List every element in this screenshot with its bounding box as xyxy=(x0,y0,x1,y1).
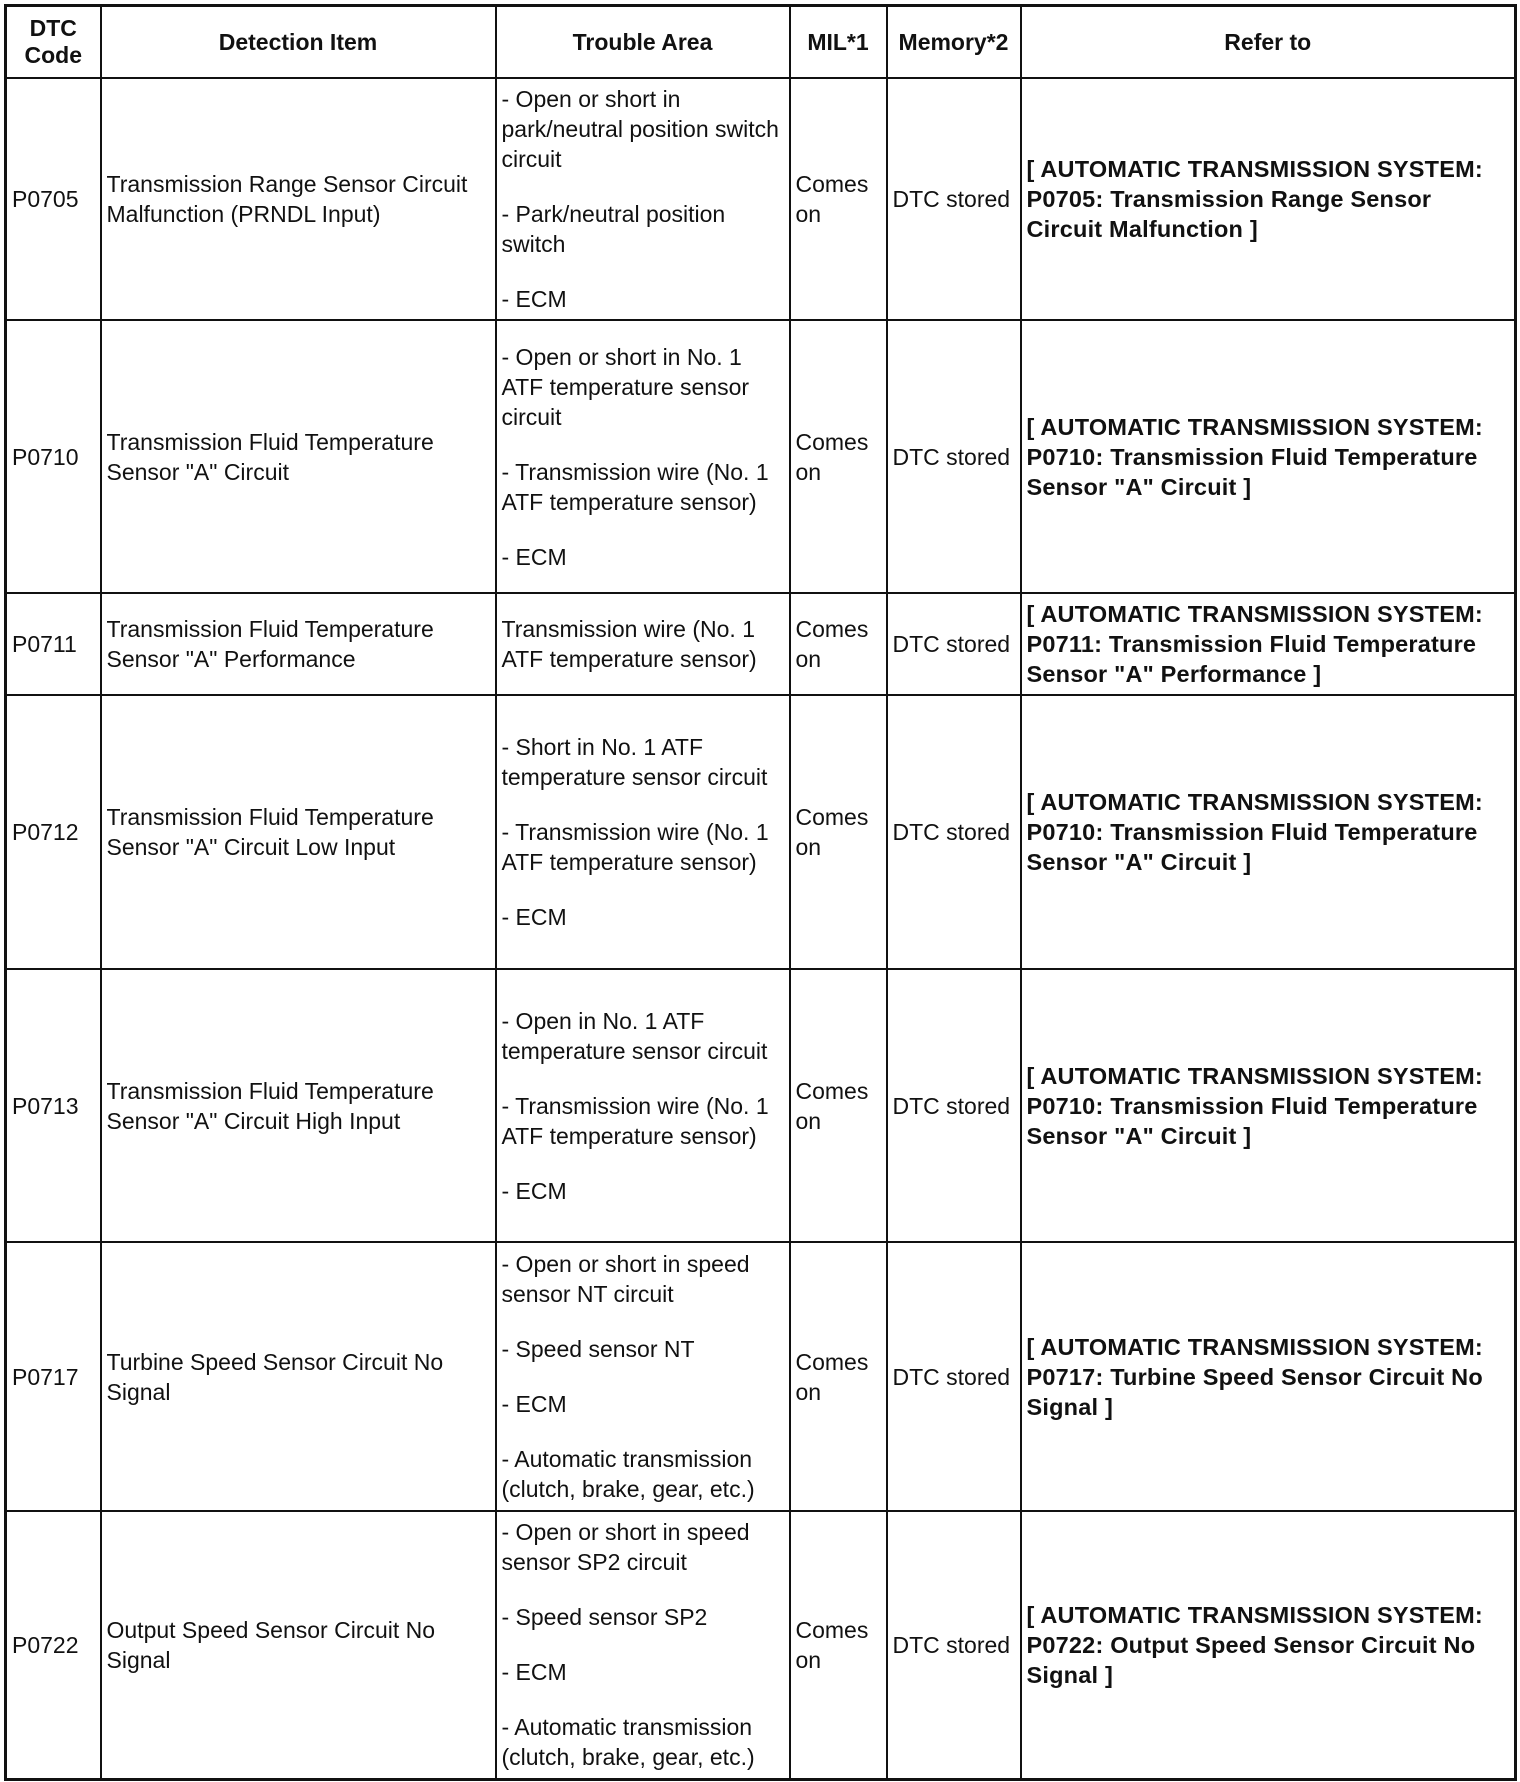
trouble-area-item: - Short in No. 1 ATF temperature sensor circuit xyxy=(501,734,768,790)
dtc-code-cell: P0717 xyxy=(6,1242,101,1511)
detection-item-cell: Transmission Fluid Temperature Sensor "A" Circuit Low Input xyxy=(101,695,496,969)
trouble-area-item: - Transmission wire (No. 1 ATF temperature sensor) xyxy=(501,458,769,515)
dtc-code-cell: P0711 xyxy=(6,593,101,695)
detection-item-cell: Transmission Fluid Temperature Sensor "A" Circuit xyxy=(101,320,496,593)
trouble-area-cell xyxy=(496,78,790,320)
memory-cell: DTC stored xyxy=(887,593,1021,695)
header-memory: Memory*2 xyxy=(887,6,1021,79)
memory-cell: DTC stored xyxy=(887,1511,1021,1779)
table-row xyxy=(6,320,1516,593)
trouble-area-item: - Speed sensor NT xyxy=(501,1336,695,1362)
header-mil: MIL*1 xyxy=(790,6,887,79)
trouble-area-item: Transmission wire (No. 1 ATF temperature sensor) xyxy=(501,616,757,672)
trouble-area-item: - ECM xyxy=(501,904,567,930)
mil-cell: Comes on xyxy=(790,320,887,593)
trouble-area-item: - Park/neutral position switch xyxy=(501,201,726,257)
mil-cell: Comes on xyxy=(790,695,887,969)
refer-to-cell: [ AUTOMATIC TRANSMISSION SYSTEM: P0722: Output Speed Sensor Circuit No Signal ] xyxy=(1021,1511,1516,1779)
trouble-area-item: - ECM xyxy=(501,1177,567,1204)
mil-cell: Comes on xyxy=(790,593,887,695)
table-row xyxy=(6,593,1516,695)
trouble-area-item: - Automatic transmission (clutch, brake, gear, etc.) xyxy=(501,1714,755,1771)
refer-to-cell: [ AUTOMATIC TRANSMISSION SYSTEM: P0710: Transmission Fluid Temperature Sensor "A" Circuit ] xyxy=(1021,695,1516,969)
table-row xyxy=(6,1242,1516,1511)
header-refer-to: Refer to xyxy=(1021,6,1516,79)
detection-item-cell: Transmission Fluid Temperature Sensor "A" Circuit High Input xyxy=(101,969,496,1242)
header-trouble-area: Trouble Area xyxy=(496,6,790,79)
mil-cell: Comes on xyxy=(790,1511,887,1779)
trouble-area-item: - Open in No. 1 ATF temperature sensor circuit xyxy=(501,1007,768,1064)
trouble-area-cell xyxy=(496,1511,790,1779)
header-row xyxy=(6,6,1516,79)
table-row xyxy=(6,78,1516,320)
detection-item-cell: Output Speed Sensor Circuit No Signal xyxy=(101,1511,496,1779)
trouble-area-item: - Automatic transmission (clutch, brake, gear, etc.) xyxy=(501,1446,755,1502)
trouble-area-cell xyxy=(496,1242,790,1511)
trouble-area-cell xyxy=(496,695,790,969)
trouble-area-cell xyxy=(496,593,790,695)
header-dtc-code: DTC Code xyxy=(6,6,101,79)
refer-to-cell: [ AUTOMATIC TRANSMISSION SYSTEM: P0710: Transmission Fluid Temperature Sensor "A" Circuit ] xyxy=(1021,969,1516,1242)
memory-cell: DTC stored xyxy=(887,1242,1021,1511)
table-row xyxy=(6,969,1516,1242)
refer-to-cell: [ AUTOMATIC TRANSMISSION SYSTEM: P0705: Transmission Range Sensor Circuit Malfunction ] xyxy=(1021,78,1516,320)
trouble-area-item: - ECM xyxy=(501,1659,567,1686)
trouble-area-item: - Open or short in speed sensor NT circuit xyxy=(501,1251,750,1307)
dtc-code-cell: P0713 xyxy=(6,969,101,1242)
memory-cell: DTC stored xyxy=(887,320,1021,593)
detection-item-cell: Turbine Speed Sensor Circuit No Signal xyxy=(101,1242,496,1511)
trouble-area-item: - ECM xyxy=(501,1391,567,1417)
dtc-code-cell: P0712 xyxy=(6,695,101,969)
trouble-area-item: - ECM xyxy=(501,286,567,312)
memory-cell: DTC stored xyxy=(887,78,1021,320)
trouble-area-item: - Open or short in No. 1 ATF temperature sensor circuit xyxy=(501,343,750,430)
dtc-table xyxy=(4,4,1517,1781)
dtc-code-cell: P0705 xyxy=(6,78,101,320)
trouble-area-item: - Transmission wire (No. 1 ATF temperature sensor) xyxy=(501,1092,769,1149)
refer-to-cell: [ AUTOMATIC TRANSMISSION SYSTEM: P0717: Turbine Speed Sensor Circuit No Signal ] xyxy=(1021,1242,1516,1511)
detection-item-cell: Transmission Fluid Temperature Sensor "A" Performance xyxy=(101,593,496,695)
trouble-area-item: - ECM xyxy=(501,543,567,570)
dtc-code-cell: P0722 xyxy=(6,1511,101,1779)
trouble-area-item: - Open or short in speed sensor SP2 circuit xyxy=(501,1519,750,1576)
trouble-area-cell xyxy=(496,969,790,1242)
trouble-area-item: - Speed sensor SP2 xyxy=(501,1604,708,1631)
table-row xyxy=(6,695,1516,969)
trouble-area-item: - Open or short in park/neutral position switch circuit xyxy=(501,86,779,172)
refer-to-cell: [ AUTOMATIC TRANSMISSION SYSTEM: P0710: Transmission Fluid Temperature Sensor "A" Circuit ] xyxy=(1021,320,1516,593)
trouble-area-cell xyxy=(496,320,790,593)
memory-cell: DTC stored xyxy=(887,695,1021,969)
mil-cell: Comes on xyxy=(790,969,887,1242)
mil-cell: Comes on xyxy=(790,78,887,320)
header-detection-item: Detection Item xyxy=(101,6,496,79)
detection-item-cell: Transmission Range Sensor Circuit Malfunction (PRNDL Input) xyxy=(101,78,496,320)
dtc-code-cell: P0710 xyxy=(6,320,101,593)
mil-cell: Comes on xyxy=(790,1242,887,1511)
memory-cell: DTC stored xyxy=(887,969,1021,1242)
trouble-area-item: - Transmission wire (No. 1 ATF temperature sensor) xyxy=(501,819,769,875)
table-row xyxy=(6,1511,1516,1779)
refer-to-cell: [ AUTOMATIC TRANSMISSION SYSTEM: P0711: Transmission Fluid Temperature Sensor "A" Performance ] xyxy=(1021,593,1516,695)
